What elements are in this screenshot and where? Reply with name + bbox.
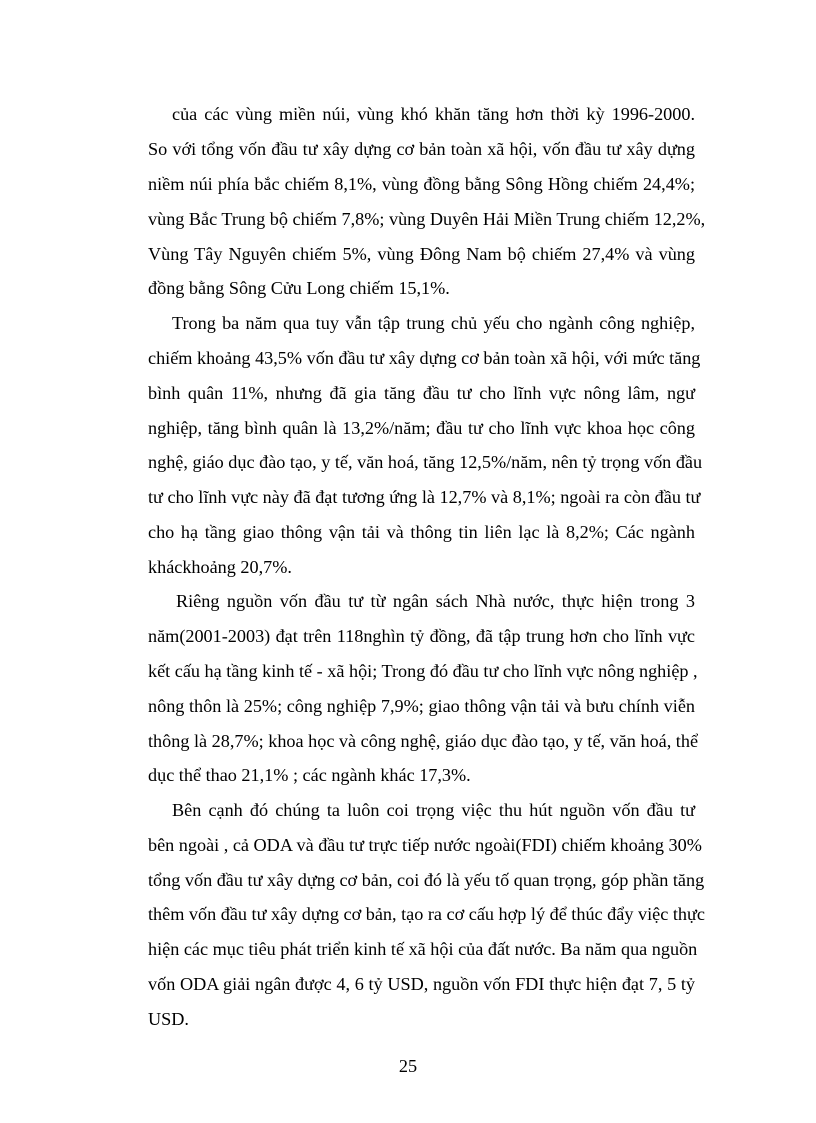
text-line: tổng vốn đầu tư xây dựng cơ bản, coi đó là yếu tố quan trọng, góp phần tăng bbox=[148, 870, 705, 890]
text-line: bên ngoài , cả ODA và đầu tư trực tiếp nước ngoài(FDI) chiếm khoảng 30% bbox=[148, 835, 702, 855]
text-line: kết cấu hạ tầng kinh tế - xã hội; Trong đó đầu tư cho lĩnh vực nông nghiệp , bbox=[148, 661, 698, 681]
text-line: nghiệp, tăng bình quân là 13,2%/năm; đầu tư cho lĩnh vực khoa học công bbox=[148, 418, 695, 438]
text-line: tư cho lĩnh vực này đã đạt tương ứng là 12,7% và 8,1%; ngoài ra còn đầu tư bbox=[148, 487, 701, 507]
text-line: So với tổng vốn đầu tư xây dựng cơ bản toàn xã hội, vốn đầu tư xây dựng bbox=[148, 139, 695, 159]
text-line: niềm núi phía bắc chiếm 8,1%, vùng đồng bằng Sông Hồng chiếm 24,4%; bbox=[148, 174, 695, 194]
text-line: cho hạ tầng giao thông vận tải và thông tin liên lạc là 8,2%; Các ngành bbox=[148, 522, 695, 542]
text-line: thông là 28,7%; khoa học và công nghệ, giáo dục đào tạo, y tế, văn hoá, thể bbox=[148, 731, 699, 751]
text-line: Vùng Tây Nguyên chiếm 5%, vùng Đông Nam bộ chiếm 27,4% và vùng bbox=[148, 244, 695, 264]
text-line: nông thôn là 25%; công nghiệp 7,9%; giao thông vận tải và bưu chính viễn bbox=[148, 696, 695, 716]
text-line: năm(2001-2003) đạt trên 118nghìn tỷ đồng, đã tập trung hơn cho lĩnh vực bbox=[148, 626, 695, 646]
text-line: Bên cạnh đó chúng ta luôn coi trọng việc thu hút nguồn vốn đầu tư bbox=[172, 800, 695, 820]
text-line: dục thể thao 21,1% ; các ngành khác 17,3%. bbox=[148, 765, 471, 785]
text-line: của các vùng miền núi, vùng khó khăn tăng hơn thời kỳ 1996-2000. bbox=[172, 104, 695, 124]
text-line: USD. bbox=[148, 1009, 189, 1029]
text-line: chiếm khoảng 43,5% vốn đầu tư xây dựng cơ bản toàn xã hội, với mức tăng bbox=[148, 348, 701, 368]
text-line: bình quân 11%, nhưng đã gia tăng đầu tư cho lĩnh vực nông lâm, ngư bbox=[148, 383, 695, 403]
text-line: Riêng nguồn vốn đầu tư từ ngân sách Nhà nước, thực hiện trong 3 bbox=[176, 591, 695, 611]
text-line: Trong ba năm qua tuy vẫn tập trung chủ yếu cho ngành công nghiệp, bbox=[172, 313, 695, 333]
text-line: thêm vốn đầu tư xây dựng cơ bản, tạo ra cơ cấu hợp lý để thúc đẩy việc thực bbox=[148, 904, 705, 924]
text-line: đồng bằng Sông Cửu Long chiếm 15,1%. bbox=[148, 278, 450, 298]
text-line: vốn ODA giải ngân được 4, 6 tỷ USD, nguồn vốn FDI thực hiện đạt 7, 5 tỷ bbox=[148, 974, 695, 994]
text-line: nghệ, giáo dục đào tạo, y tế, văn hoá, tăng 12,5%/năm, nên tỷ trọng vốn đầu bbox=[148, 452, 703, 472]
text-line: kháckhoảng 20,7%. bbox=[148, 557, 292, 577]
page-number: 25 bbox=[398, 1056, 418, 1076]
text-line: hiện các mục tiêu phát triển kinh tế xã hội của đất nước. Ba năm qua nguồn bbox=[148, 939, 698, 959]
text-line: vùng Bắc Trung bộ chiếm 7,8%; vùng Duyên Hải Miền Trung chiếm 12,2%, bbox=[148, 209, 706, 229]
